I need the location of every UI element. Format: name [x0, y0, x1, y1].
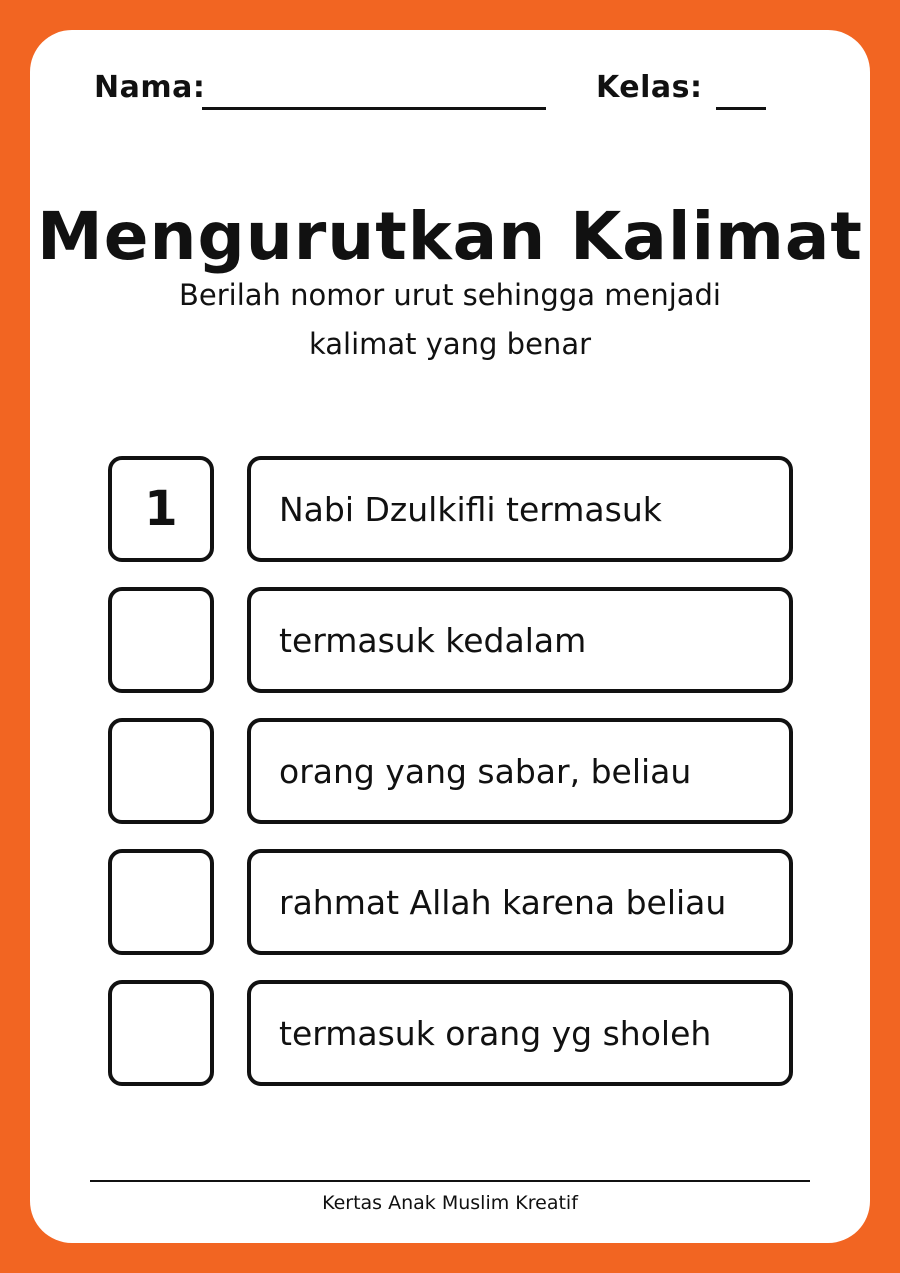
- order-number-box[interactable]: 1: [108, 456, 214, 562]
- phrase-card: rahmat Allah karena beliau: [247, 849, 793, 955]
- footer-credit: Kertas Anak Muslim Kreatif: [322, 1192, 578, 1214]
- instruction-line-1: Berilah nomor urut sehingga menjadi: [178, 278, 721, 312]
- phrase-card: orang yang sabar, beliau: [247, 718, 793, 824]
- instruction-line-2: kalimat yang benar: [308, 327, 592, 361]
- phrase-card: termasuk orang yg sholeh: [247, 980, 793, 1086]
- class-field[interactable]: [716, 107, 766, 110]
- order-number-box[interactable]: [108, 980, 214, 1086]
- class-label: Kelas:: [596, 70, 703, 105]
- phrase-card: Nabi Dzulkifli termasuk: [247, 456, 793, 562]
- order-number-box[interactable]: [108, 849, 214, 955]
- worksheet-page: [30, 30, 870, 1243]
- footer-divider: [90, 1180, 810, 1182]
- page-title: Mengurutkan Kalimat: [37, 198, 863, 275]
- order-number-box[interactable]: [108, 587, 214, 693]
- name-label: Nama:: [94, 70, 206, 105]
- phrase-card: termasuk kedalam: [247, 587, 793, 693]
- order-number-box[interactable]: [108, 718, 214, 824]
- name-field[interactable]: [202, 107, 546, 110]
